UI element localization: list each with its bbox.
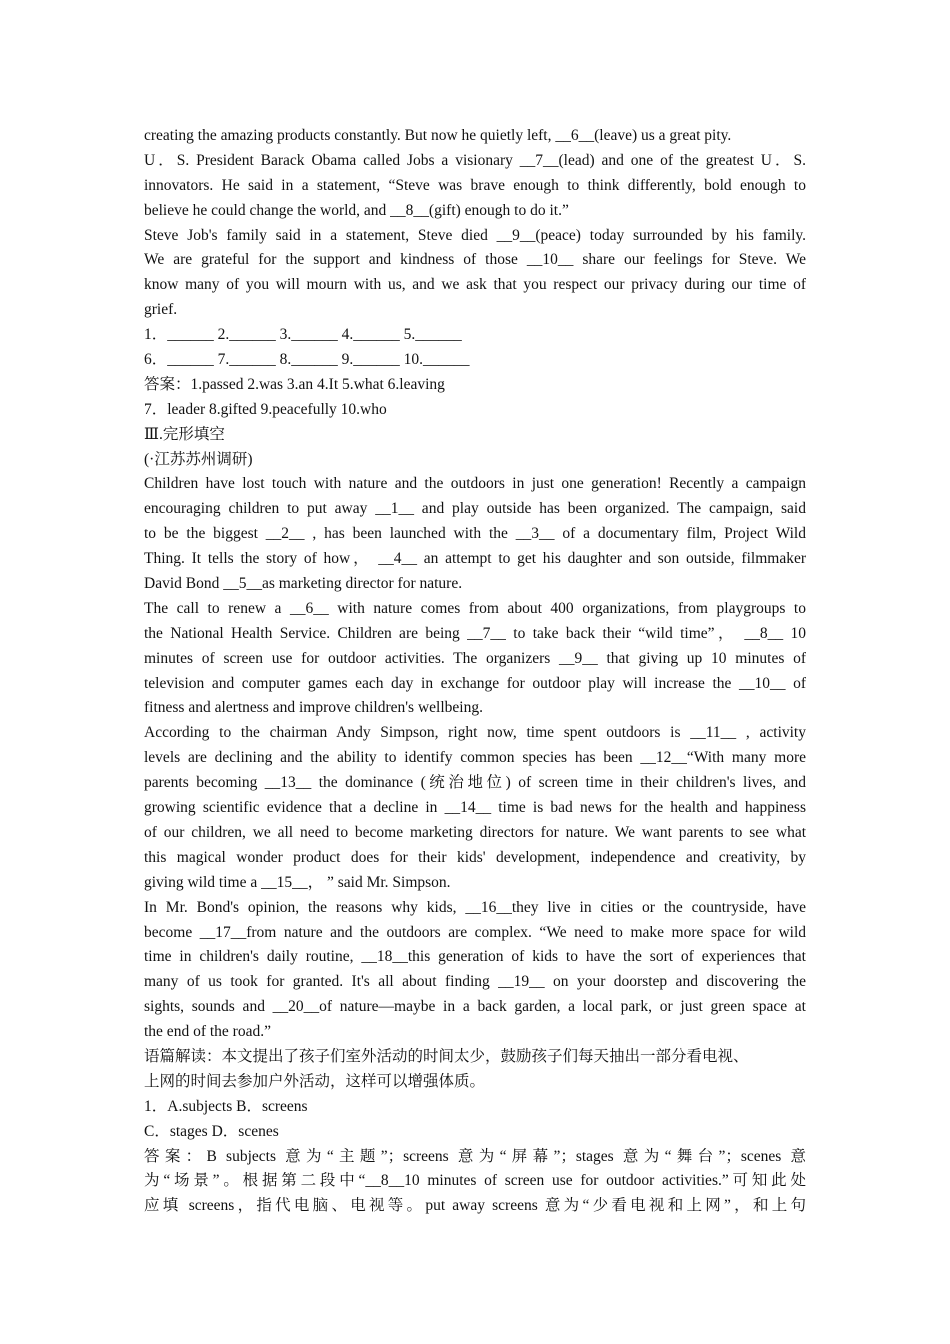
text-line: innovators. He said in a statement, “Steve was brave enough to think differently, bold enough to bbox=[144, 176, 806, 194]
text-line: believe he could change the world, and __8__(gift) enough to do it.” bbox=[144, 201, 569, 219]
text-line: know many of you will mourn with us, and we ask that you respect our privacy during our time of bbox=[144, 276, 806, 294]
text-line: creating the amazing products constantly. But now he quietly left, __6__(leave) us a great pity. bbox=[144, 127, 732, 144]
text-line: 为“场景”。根据第二段中“__8__10 minutes of screen use for outdoor activities.”可知此处 bbox=[144, 1172, 806, 1190]
text-line: 6．______ 7.______ 8.______ 9.______ 10.______ bbox=[144, 351, 470, 369]
text-line: levels are declining and the ability to identify common species has been __12__“With many more bbox=[144, 749, 806, 767]
text-line: growing scientific evidence that a decline in __14__ time is bad news for the health and happiness bbox=[144, 799, 806, 817]
text-line: encouraging children to put away __1__ and play outside has been organized. The campaign, said bbox=[144, 500, 806, 518]
text-line: the National Health Service. Children are being __7__ to take back their “wild time”， __8__ 10 bbox=[144, 624, 806, 642]
text-line: The call to renew a __6__ with nature comes from about 400 organizations, from playgroups to bbox=[144, 599, 806, 617]
text-line: sights, sounds and __20__of nature—maybe in a back garden, a local park, or just green space at bbox=[144, 998, 806, 1016]
text-line: fitness and alertness and improve children's wellbeing. bbox=[144, 699, 483, 717]
document-page bbox=[144, 124, 806, 1219]
text-line: 1．A.subjects B．screens bbox=[144, 1097, 308, 1115]
text-line: minutes of screen use for outdoor activities. The organizers __9__ that giving up 10 minutes of bbox=[144, 649, 806, 667]
text-line: C．stages D．scenes bbox=[144, 1122, 279, 1140]
text-line: In Mr. Bond's opinion, the reasons why kids, __16__they live in cities or the countryside, have bbox=[144, 898, 806, 916]
text-line: 应填 screens，指代电脑、电视等。put away screens 意为“少看电视和上网”，和上句 bbox=[144, 1197, 806, 1215]
text-line: many of us took for granted. It's all about finding __19__ on your doorstep and discovering the bbox=[144, 973, 806, 991]
text-line: of our children, we all need to become marketing directors for nature. We want parents to see what bbox=[144, 823, 806, 841]
text-line: David Bond __5__as marketing director for nature. bbox=[144, 575, 463, 593]
text-line: Steve Job's family said in a statement, Steve died __9__(peace) today surrounded by his family. bbox=[144, 226, 806, 244]
text-line: (·江苏苏州调研) bbox=[144, 450, 253, 468]
text-line: this magical wonder product does for their kids' development, independence and creativity, by bbox=[144, 848, 806, 866]
text-line: parents becoming __13__ the dominance (统治地位) of screen time in their children's lives, and bbox=[144, 774, 806, 792]
text-line: 7．leader 8.gifted 9.peacefully 10.who bbox=[144, 400, 387, 418]
text-line: the end of the road.” bbox=[144, 1023, 271, 1041]
text-line: giving wild time a __15__， ” said Mr. Simpson. bbox=[144, 873, 451, 891]
text-line: become __17__from nature and the outdoors are complex. “We need to make more space for wild bbox=[144, 923, 806, 941]
text-line: 答案：1.passed 2.was 3.an 4.It 5.what 6.leaving bbox=[144, 375, 445, 393]
text-line: 答案：B subjects 意为“主题”；screens 意为“屏幕”；stages 意为“舞台”；scenes 意 bbox=[144, 1147, 806, 1165]
text-line: Children have lost touch with nature and the outdoors in just one generation! Recently a campaign bbox=[144, 475, 806, 493]
text-line: 语篇解读：本文提出了孩子们室外活动的时间太少，鼓励孩子们每天抽出一部分看电视、 bbox=[144, 1047, 749, 1065]
text-line: grief. bbox=[144, 301, 178, 319]
text-line: time in children's daily routine, __18__this generation of kids to have the sort of experiences that bbox=[144, 948, 806, 966]
text-line: According to the chairman Andy Simpson, right now, time spent outdoors is __11__ , activity bbox=[144, 724, 806, 742]
text-line: We are grateful for the support and kindness of those __10__ share our feelings for Steve. We bbox=[144, 251, 806, 269]
text-line: to be the biggest __2__ , has been launched with the __3__ of a documentary film, Project Wild bbox=[144, 525, 806, 543]
text-line: Thing. It tells the story of how， __4__ an attempt to get his daughter and son outside, filmmaker bbox=[144, 550, 806, 568]
text-line: television and computer games each day in exchange for outdoor play will increase the __10__ of bbox=[144, 674, 806, 692]
text-line: 上网的时间去参加户外活动，这样可以增强体质。 bbox=[144, 1072, 486, 1090]
text-line: Ⅲ.完形填空 bbox=[144, 425, 225, 443]
text-line: U．S. President Barack Obama called Jobs a visionary __7__(lead) and one of the greatest U．S. bbox=[144, 151, 806, 169]
text-line: 1．______ 2.______ 3.______ 4.______ 5.______ bbox=[144, 326, 462, 344]
